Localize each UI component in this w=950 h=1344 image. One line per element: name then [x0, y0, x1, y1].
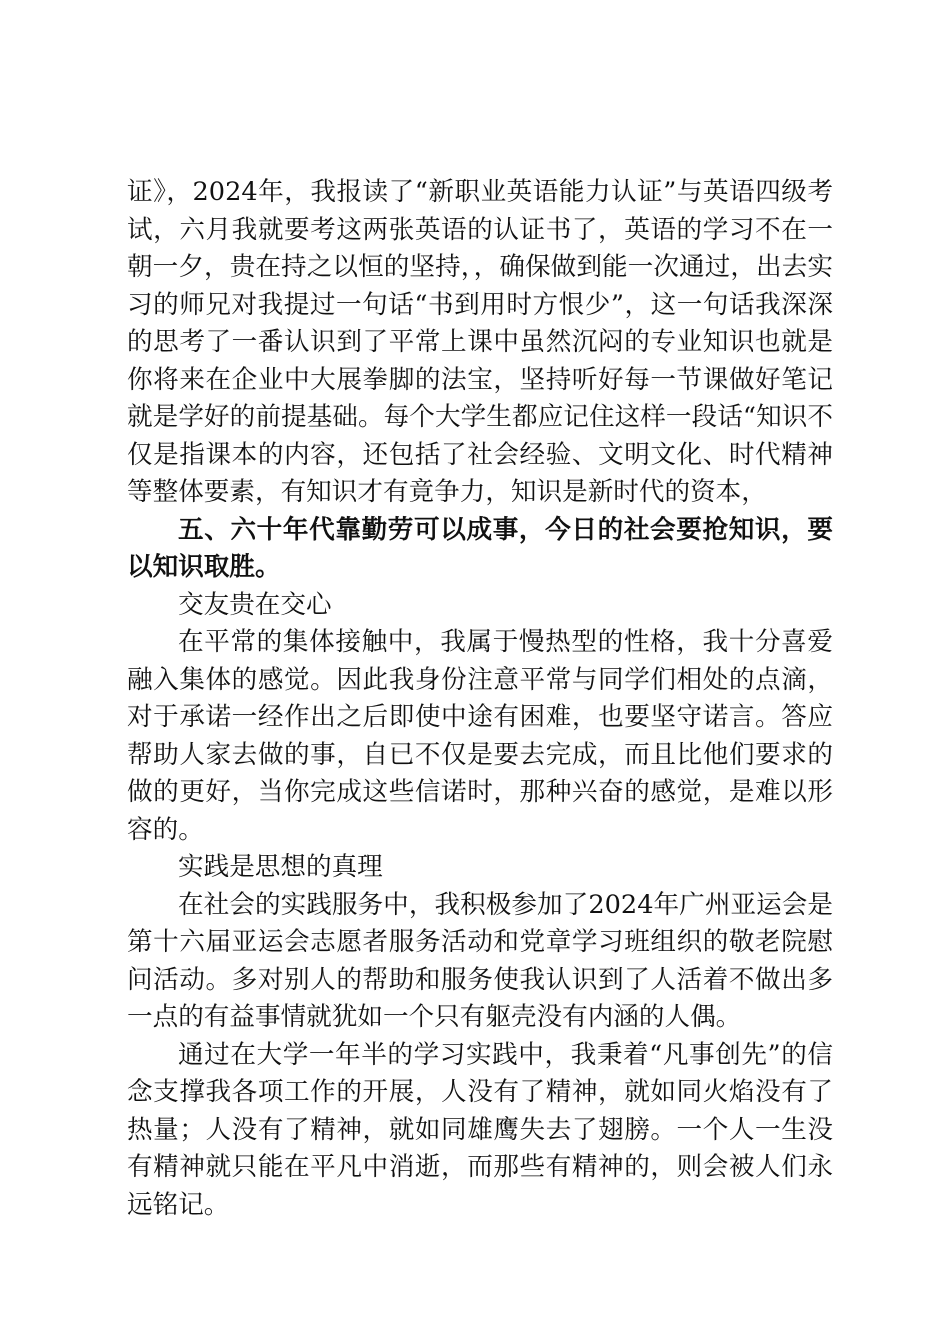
- subheading-friendship: 交友贵在交心: [178, 589, 332, 620]
- subheading-practice: 实践是思想的真理: [178, 852, 383, 882]
- body-paragraph: 证》，2024年，我报读了“新职业英语能力认证”与英语四级考试，六月我就要考这两张英语的认证书了，英语的学习不在一朝一夕，贵在持之以恒的坚持，，确保做到能一次通过，出去实习的师兄对我提过一句话“书到用时方恨少”，这一句话我深深的思考了一番认识到了平常上课中虽然沉闷的专业知识也就是你将来在企业中大展拳脚的法宝，坚持听好每一节课做好笔记就是学好的前提基础。每个大学生都应记住这样一段话“知识不仅是指课本的内容，还包括了社会经验、文明文化、时代精神等整体要素，有知识才有竟争力，知识是新时代的资本，: [127, 177, 833, 507]
- body-paragraph: 在社会的实践服务中，我积极参加了2024年广州亚运会是第十六届亚运会志愿者服务活动和党章学习班组织的敬老院慰问活动。多对别人的帮助和服务使我认识到了人活着不做出多一点的有益事情就犹如一个只有躯壳没有内涵的人偶。: [127, 889, 833, 1032]
- body-paragraph: 在平常的集体接触中，我属于慢热型的性格，我十分喜爱融入集体的感觉。因此我身份注意平常与同学们相处的点滴，对于承诺一经作出之后即使中途有困难，也要坚守诺言。答应帮助人家去做的事，自已不仅是要去完成，而且比他们要求的做的更好，当你完成这些信诺时，那种兴奋的感觉，是难以形容的。: [127, 627, 833, 845]
- body-paragraph: 通过在大学一年半的学习实践中，我秉着“凡事创先”的信念支撑我各项工作的开展，人没有了精神，就如同火焰没有了热量；人没有了精神，就如同雄鹰失去了翅膀。一个人一生没有精神就只能在平凡中消逝，而那些有精神的，则会被人们永远铭记。: [127, 1039, 833, 1220]
- section-heading: 五、六十年代靠勤劳可以成事，今日的社会要抢知识，要以知识取胜。: [127, 514, 833, 582]
- document-page: [127, 174, 833, 1224]
